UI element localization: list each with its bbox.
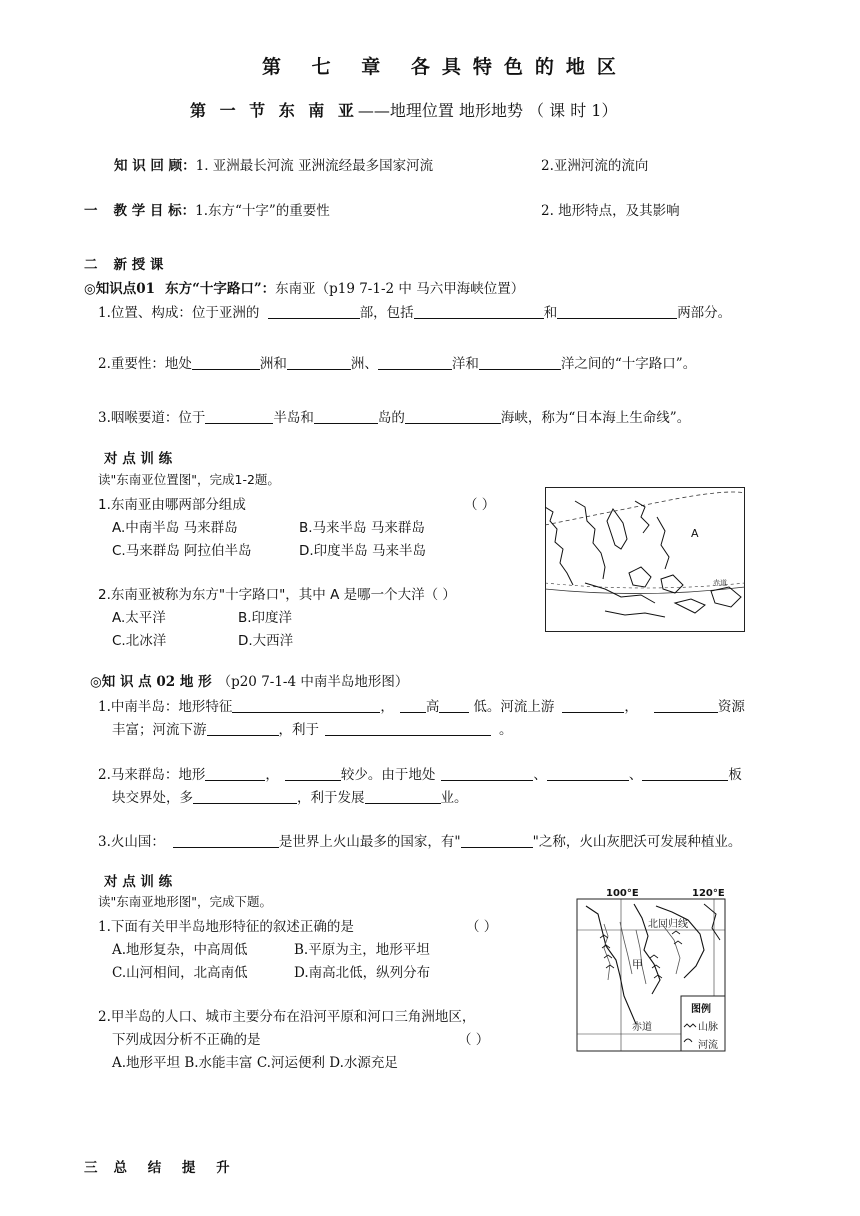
- legend-river-label: 河流: [698, 1040, 718, 1051]
- review-item-1: 1. 亚洲最长河流 亚洲流经最多国家河流: [195, 158, 434, 174]
- blank[interactable]: [557, 304, 677, 319]
- terrain-map-svg: [576, 884, 736, 1054]
- section-title: [190, 98, 617, 121]
- option-b: B.印度洋: [238, 610, 293, 626]
- kp2-q2-text-a: 2.马来群岛：地形: [98, 767, 206, 783]
- kp2-q2-text-g: 块交界处，多: [112, 790, 193, 806]
- legend-title: 图例: [691, 1004, 711, 1015]
- blank[interactable]: [207, 721, 279, 736]
- blank[interactable]: [193, 789, 297, 804]
- blank[interactable]: [268, 304, 360, 319]
- summary-label: 总 结 提 升: [113, 1160, 238, 1176]
- practice1-title: 对 点 训 练: [104, 451, 173, 467]
- kp1-title: 东方“十字路口”：: [165, 281, 276, 297]
- kp2-q2-line2: [112, 786, 468, 806]
- review-row: [114, 154, 433, 174]
- lon-label-100: 100°E: [606, 888, 639, 899]
- practice2-title: 对 点 训 练: [104, 874, 173, 890]
- kp1-q1-text-a: 1.位置、构成：位于亚洲的: [98, 305, 260, 321]
- kp1-q3-text-b: 半岛和: [273, 410, 314, 426]
- kp2-q1-line1: [98, 695, 745, 715]
- practice2-q2-stem-1: 2.甲半岛的人口、城市主要分布在沿河平原和河口三角洲地区，: [98, 1009, 476, 1025]
- kp2-q1-line2: [112, 718, 513, 738]
- kp1-q2-text-e: 洋之间的“十字路口”。: [560, 356, 697, 372]
- kp2-q3-text-a: 3.火山国：: [98, 834, 165, 850]
- kp1-q2-text-a: 2.重要性：地处: [98, 356, 192, 372]
- kp1-q1-text-d: 两部分。: [677, 305, 732, 321]
- blank[interactable]: [205, 409, 273, 424]
- kp1-q1-text-c: 和: [543, 305, 558, 321]
- practice1-q1-stem: 1.东南亚由哪两部分组成: [98, 497, 246, 513]
- equator-label: 赤道: [632, 1022, 652, 1033]
- blank[interactable]: [400, 698, 426, 713]
- kp1-q3-text-c: 岛的: [377, 410, 405, 426]
- chapter-title: 第 七 章 各具特色的地区: [262, 56, 628, 78]
- summary-num: 三: [84, 1160, 98, 1176]
- summary-heading: [84, 1156, 238, 1176]
- kp2-q2-text-b: ，: [265, 767, 279, 783]
- option-c: C.山河相间，北高南低: [112, 965, 248, 981]
- practice2-q1-stem: 1.下面有关甲半岛地形特征的叙述正确的是: [98, 919, 354, 935]
- kp1-q2: [98, 352, 696, 372]
- southeast-asia-location-map: [545, 487, 745, 632]
- kp2-q2-line1: [98, 763, 742, 783]
- goals-item-2: 2. 地形特点，及其影响: [541, 203, 680, 219]
- kp1-q2-text-c: 洲、: [350, 356, 378, 372]
- kp2-q2-text-i: 业。: [440, 790, 468, 806]
- kp2-prefix: ◎知 识 点 02 地 形: [90, 674, 212, 690]
- kp2-q2-text-e: 、: [628, 767, 643, 783]
- location-map-svg: [545, 487, 745, 632]
- blank[interactable]: [173, 833, 279, 848]
- blank[interactable]: [325, 721, 491, 736]
- kp1-q3-text-d: 海峡，称为“日本海上生命线”。: [500, 410, 691, 426]
- kp1-prefix: ◎知识点01: [84, 281, 156, 297]
- section-label: 第 一 节 东 南 亚: [190, 101, 358, 120]
- blank[interactable]: [314, 409, 378, 424]
- option-b: B.平原为主，地形平坦: [294, 942, 430, 958]
- goals-item-1: 1.东方“十字”的重要性: [195, 203, 330, 219]
- peninsula-jia-label: 甲: [632, 958, 643, 971]
- review-label: 知 识 回 顾：: [114, 158, 196, 174]
- blank[interactable]: [192, 355, 260, 370]
- practice1-intro: 读"东南亚位置图"，完成1-2题。: [98, 472, 280, 487]
- option-d: D.印度半岛 马来半岛: [299, 543, 426, 559]
- blank[interactable]: [439, 698, 469, 713]
- kp2-rest: （p20 7-1-4 中南半岛地形图）: [217, 674, 409, 690]
- kp2-q1-text-h: ，利于: [278, 722, 319, 738]
- option-a: A.地形复杂，中高周低: [112, 942, 248, 958]
- practice2-q1-paren: （ ）: [466, 919, 498, 935]
- kp2-q1-text-d: 低。河流上游: [473, 699, 555, 715]
- kp2-heading: [90, 670, 408, 690]
- goals-num: 一: [84, 203, 98, 219]
- blank[interactable]: [441, 766, 533, 781]
- option-d: D.南高北低，纵列分布: [294, 965, 431, 981]
- practice1-q2-stem: 2.东南亚被称为东方"十字路口"，其中 A 是哪一个大洋（ ）: [98, 587, 456, 603]
- blank[interactable]: [414, 304, 544, 319]
- new-lesson-heading: [84, 253, 163, 273]
- practice2-intro: 读"东南亚地形图"，完成下题。: [98, 894, 272, 909]
- map-equator-label: 赤道: [713, 579, 727, 587]
- goals-row: [84, 199, 330, 219]
- blank[interactable]: [378, 355, 452, 370]
- kp2-q3-text-c: "之称，火山灰肥沃可发展种植业。: [532, 834, 742, 850]
- option-c: C.马来群岛 阿拉伯半岛: [112, 543, 252, 559]
- kp1-heading: [84, 277, 524, 297]
- review-item-2: 2.亚洲河流的流向: [541, 158, 649, 174]
- blank[interactable]: [642, 766, 728, 781]
- blank[interactable]: [547, 766, 629, 781]
- kp1-q3-text-a: 3.咽喉要道：位于: [98, 410, 206, 426]
- kp2-q1-text-g: 丰富；河流下游: [112, 722, 207, 738]
- option-d: D.大西洋: [238, 633, 294, 649]
- kp1-q3: [98, 406, 690, 426]
- blank[interactable]: [285, 766, 341, 781]
- legend-mountain-label: 山脉: [698, 1022, 718, 1033]
- kp2-q1-text-e: ，: [624, 699, 638, 715]
- option-c: C.北冰洋: [112, 633, 167, 649]
- map-label-a: A: [691, 527, 699, 540]
- blank[interactable]: [205, 766, 265, 781]
- kp2-q1-text-f: 资源: [717, 699, 745, 715]
- kp1-q2-text-d: 洋和: [451, 356, 479, 372]
- kp2-q1-text-b: ，: [380, 699, 394, 715]
- kp1-q1-text-b: 部，包括: [359, 305, 414, 321]
- kp2-q2-text-d: 、: [533, 767, 547, 783]
- blank[interactable]: [479, 355, 561, 370]
- practice2-q2-paren: （ ）: [458, 1032, 490, 1048]
- option-b: B.马来半岛 马来群岛: [299, 520, 425, 536]
- blank[interactable]: [232, 698, 380, 713]
- kp1-q1: [98, 301, 731, 321]
- kp2-q2-text-f: 板: [728, 767, 742, 783]
- practice2-q2-options: A.地形平坦 B.水能丰富 C.河运便利 D.水源充足: [112, 1055, 398, 1071]
- blank[interactable]: [365, 789, 441, 804]
- southeast-asia-terrain-map: [576, 884, 736, 1054]
- new-lesson-label: 新 授 课: [113, 257, 164, 273]
- new-lesson-num: 二: [84, 257, 98, 273]
- kp2-q2-text-c: 较少。由于地处: [340, 767, 436, 783]
- blank[interactable]: [287, 355, 351, 370]
- tropic-label: 北回归线: [648, 919, 688, 930]
- kp2-q2-text-h: ，利于发展: [297, 790, 365, 806]
- kp2-q3: [98, 830, 741, 850]
- lon-label-120: 120°E: [692, 888, 725, 899]
- option-a: A.太平洋: [112, 610, 166, 626]
- blank[interactable]: [461, 833, 533, 848]
- practice1-q1-paren: （ ）: [464, 497, 496, 513]
- blank[interactable]: [405, 409, 501, 424]
- practice2-q2-stem-2: 下列成因分析不正确的是: [112, 1032, 261, 1048]
- kp2-q1-text-a: 1.中南半岛：地形特征: [98, 699, 233, 715]
- blank[interactable]: [654, 698, 718, 713]
- kp1-q2-text-b: 洲和: [259, 356, 287, 372]
- section-subtitle: ——地理位置 地形地势 （ 课 时 1）: [357, 101, 618, 120]
- kp2-q1-text-c: 高: [425, 699, 440, 715]
- goals-label: 教 学 目 标：: [113, 203, 196, 219]
- kp2-q3-text-b: 是世界上火山最多的国家，有": [278, 834, 461, 850]
- blank[interactable]: [562, 698, 624, 713]
- kp2-q1-text-i: 。: [499, 722, 513, 738]
- kp1-rest: 东南亚（p19 7-1-2 中 马六甲海峡位置）: [275, 281, 525, 297]
- option-a: A.中南半岛 马来群岛: [112, 520, 238, 536]
